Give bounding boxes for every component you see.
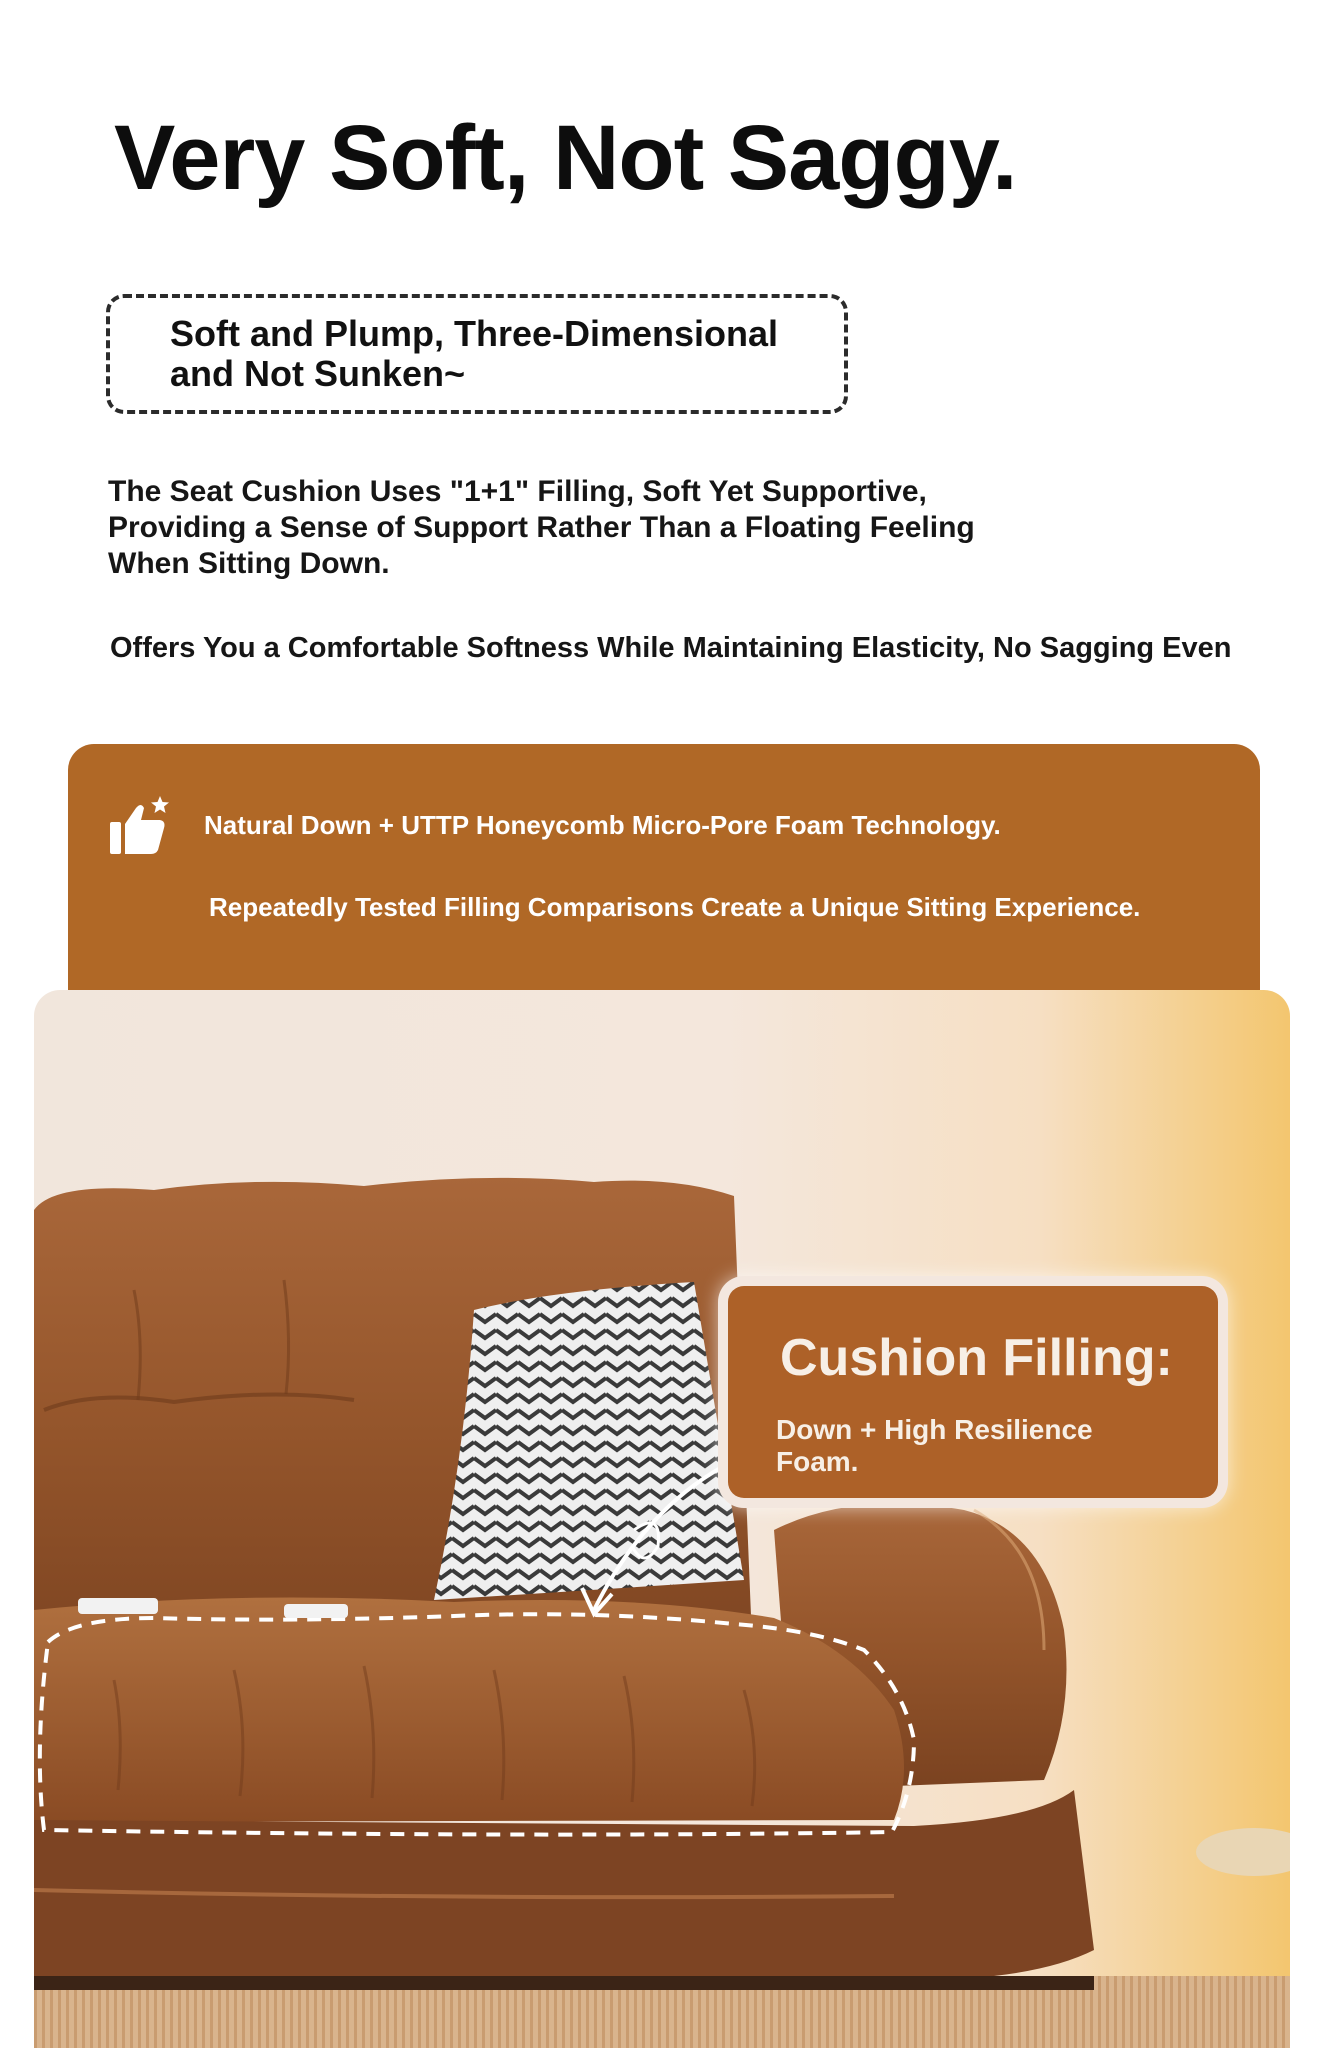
cushion-filling-callout xyxy=(718,1276,1228,1508)
description-paragraph-1: The Seat Cushion Uses "1+1" Filling, Soft Yet Supportive, Providing a Sense of Support Rather Than a Floating Feeling When Sitting Down. xyxy=(108,475,975,580)
page-headline: Very Soft, Not Saggy. xyxy=(114,107,1017,209)
description-paragraph-2: Offers You a Comfortable Softness While Maintaining Elasticity, No Sagging Even xyxy=(110,632,1232,664)
callout-title: Cushion Filling: xyxy=(780,1329,1173,1387)
subtitle-dashed-box xyxy=(106,294,848,414)
callout-description: Down + High Resilience Foam. xyxy=(776,1414,1093,1477)
banner-line-1: Natural Down + UTTP Honeycomb Micro-Pore Foam Technology. xyxy=(204,810,1001,840)
banner-line-2: Repeatedly Tested Filling Comparisons Create a Unique Sitting Experience. xyxy=(209,892,1141,922)
feature-banner xyxy=(68,744,1260,1014)
thumbs-up-icon xyxy=(108,794,174,860)
subtitle-text: Soft and Plump, Three-Dimensional and Not Sunken~ xyxy=(170,313,779,394)
sofa-illustration xyxy=(34,990,1290,2048)
sofa-photo xyxy=(34,990,1290,2048)
